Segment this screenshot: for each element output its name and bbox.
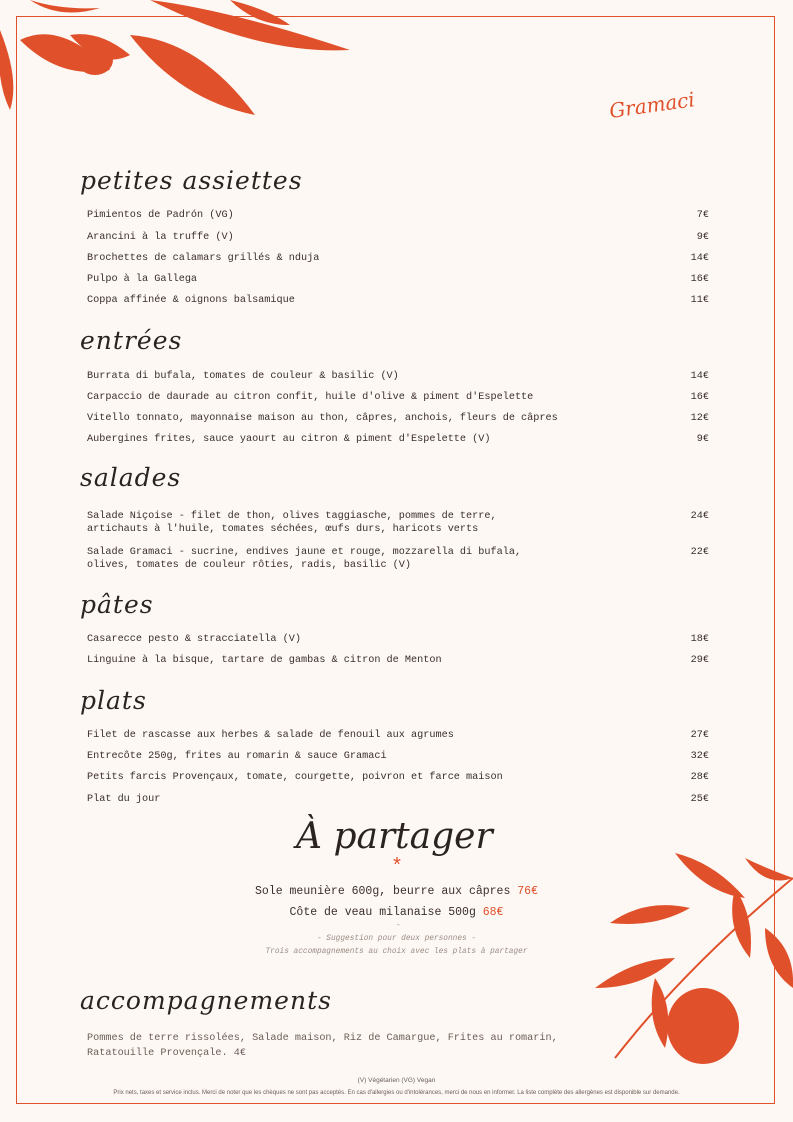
menu-item-name: Aubergines frites, sauce yaourt au citron & piment d'Espelette (V) (87, 434, 491, 445)
menu-item-name: Vitello tonnato, mayonnaise maison au thon, câpres, anchois, fleurs de câpres (87, 413, 558, 424)
section-title: salades (80, 463, 182, 492)
share-item (0, 885, 793, 898)
menu-item-name: Salade Gramaci - sucrine, endives jaune et rouge, mozzarella di bufala, olives, tomates de couleur rôties, radis, basilic (V) (87, 547, 522, 571)
menu-item-name: Filet de rascasse aux herbes & salade de fenouil aux agrumes (87, 730, 454, 741)
menu-item (87, 295, 709, 308)
menu-item (87, 413, 709, 426)
menu-item (87, 232, 709, 245)
menu-item-price: 14€ (690, 371, 709, 382)
menu-item-name: Coppa affinée & oignons balsamique (87, 295, 295, 306)
share-note-sides: Trois accompagnements au choix avec les plats à partager (265, 948, 528, 956)
menu-item (87, 794, 709, 807)
section-title-accompagnements: accompagnements (80, 986, 332, 1015)
menu-item-price: 32€ (690, 751, 709, 762)
menu-item-price: 29€ (690, 655, 709, 666)
share-item-price: 68€ (482, 906, 504, 919)
menu-item-price: 22€ (690, 547, 709, 558)
menu-item-price: 25€ (690, 794, 709, 805)
menu-item (87, 751, 709, 764)
menu-item-name: Brochettes de calamars grillés & nduja (87, 253, 320, 264)
share-note-suggestion: - Suggestion pour deux personnes - (316, 935, 477, 943)
section-title: entrées (80, 326, 183, 355)
menu-item-name: Carpaccio de daurade au citron confit, huile d'olive & piment d'Espelette (87, 392, 534, 403)
section-title: plats (80, 686, 147, 715)
section-title: petites assiettes (80, 166, 303, 195)
asterisk-icon: * (391, 856, 404, 879)
menu-item-price: 27€ (690, 730, 709, 741)
menu-item (87, 210, 709, 223)
menu-item-price: 7€ (696, 210, 709, 221)
menu-item (87, 772, 709, 785)
menu-item-price: 9€ (696, 434, 709, 445)
menu-item-price: 16€ (690, 274, 709, 285)
accompagnements-text: Pommes de terre rissolées, Salade maison, Riz de Camargue, Frites au romarin, Ratatouille Provençale. 4€ (87, 1033, 558, 1059)
menu-item (87, 434, 709, 447)
menu-item (87, 392, 709, 405)
share-title: À partager (296, 816, 493, 857)
leaf-branch-bottom-right-illustration (595, 848, 793, 1070)
menu-item-price: 11€ (690, 295, 709, 306)
menu-item (87, 634, 709, 647)
menu-item (87, 253, 709, 266)
menu-item-price: 28€ (690, 772, 709, 783)
menu-item-price: 14€ (690, 253, 709, 264)
share-item-name: Côte de veau milanaise 500g (289, 906, 483, 919)
share-item-price: 76€ (517, 885, 538, 898)
leaf-branch-top-left-illustration (0, 0, 360, 150)
menu-item-name: Plat du jour (87, 794, 161, 805)
menu-item (87, 274, 709, 287)
brand-logo: Gramaci (607, 87, 697, 123)
menu-item-name: Pimientos de Padrón (VG) (87, 210, 234, 221)
section-title: pâtes (80, 590, 154, 619)
menu-item-name: Salade Niçoise - filet de thon, olives taggiasche, pommes de terre, artichauts à l'huile, tomates séchées, œufs durs, haricots verts (87, 511, 497, 535)
footer-note: Prix nets, taxes et service inclus. Merci de noter que les chèques ne sont pas acceptés. En cas d'allergies ou d'intolérances, merci de nous en informer. La liste complète des allergènes est disponible sur demande. (113, 1090, 680, 1096)
divider: - (396, 921, 401, 930)
share-item-name: Sole meunière 600g, beurre aux câpres (255, 885, 518, 898)
menu-item-name: Pulpo à la Gallega (87, 274, 198, 285)
menu-item-price: 18€ (690, 634, 709, 645)
menu-item (87, 730, 709, 743)
share-item (0, 906, 793, 919)
menu-item-name: Arancini à la truffe (V) (87, 232, 234, 243)
menu-item-name: Entrecôte 250g, frites au romarin & sauce Gramaci (87, 751, 387, 762)
menu-item-price: 16€ (690, 392, 709, 403)
diet-legend: (V) Végétarien (VG) Vegan (357, 1077, 436, 1084)
menu-item-price: 9€ (696, 232, 709, 243)
menu-item-price: 12€ (690, 413, 709, 424)
menu-item-name: Burrata di bufala, tomates de couleur & basilic (V) (87, 371, 399, 382)
menu-item-name: Casarecce pesto & stracciatella (V) (87, 634, 301, 645)
menu-item (87, 371, 709, 384)
menu-item (87, 511, 709, 536)
menu-item-name: Linguine à la bisque, tartare de gambas & citron de Menton (87, 655, 442, 666)
menu-item-price: 24€ (690, 511, 709, 522)
menu-item (87, 547, 709, 572)
menu-item-name: Petits farcis Provençaux, tomate, courgette, poivron et farce maison (87, 772, 503, 783)
menu-item (87, 655, 709, 668)
